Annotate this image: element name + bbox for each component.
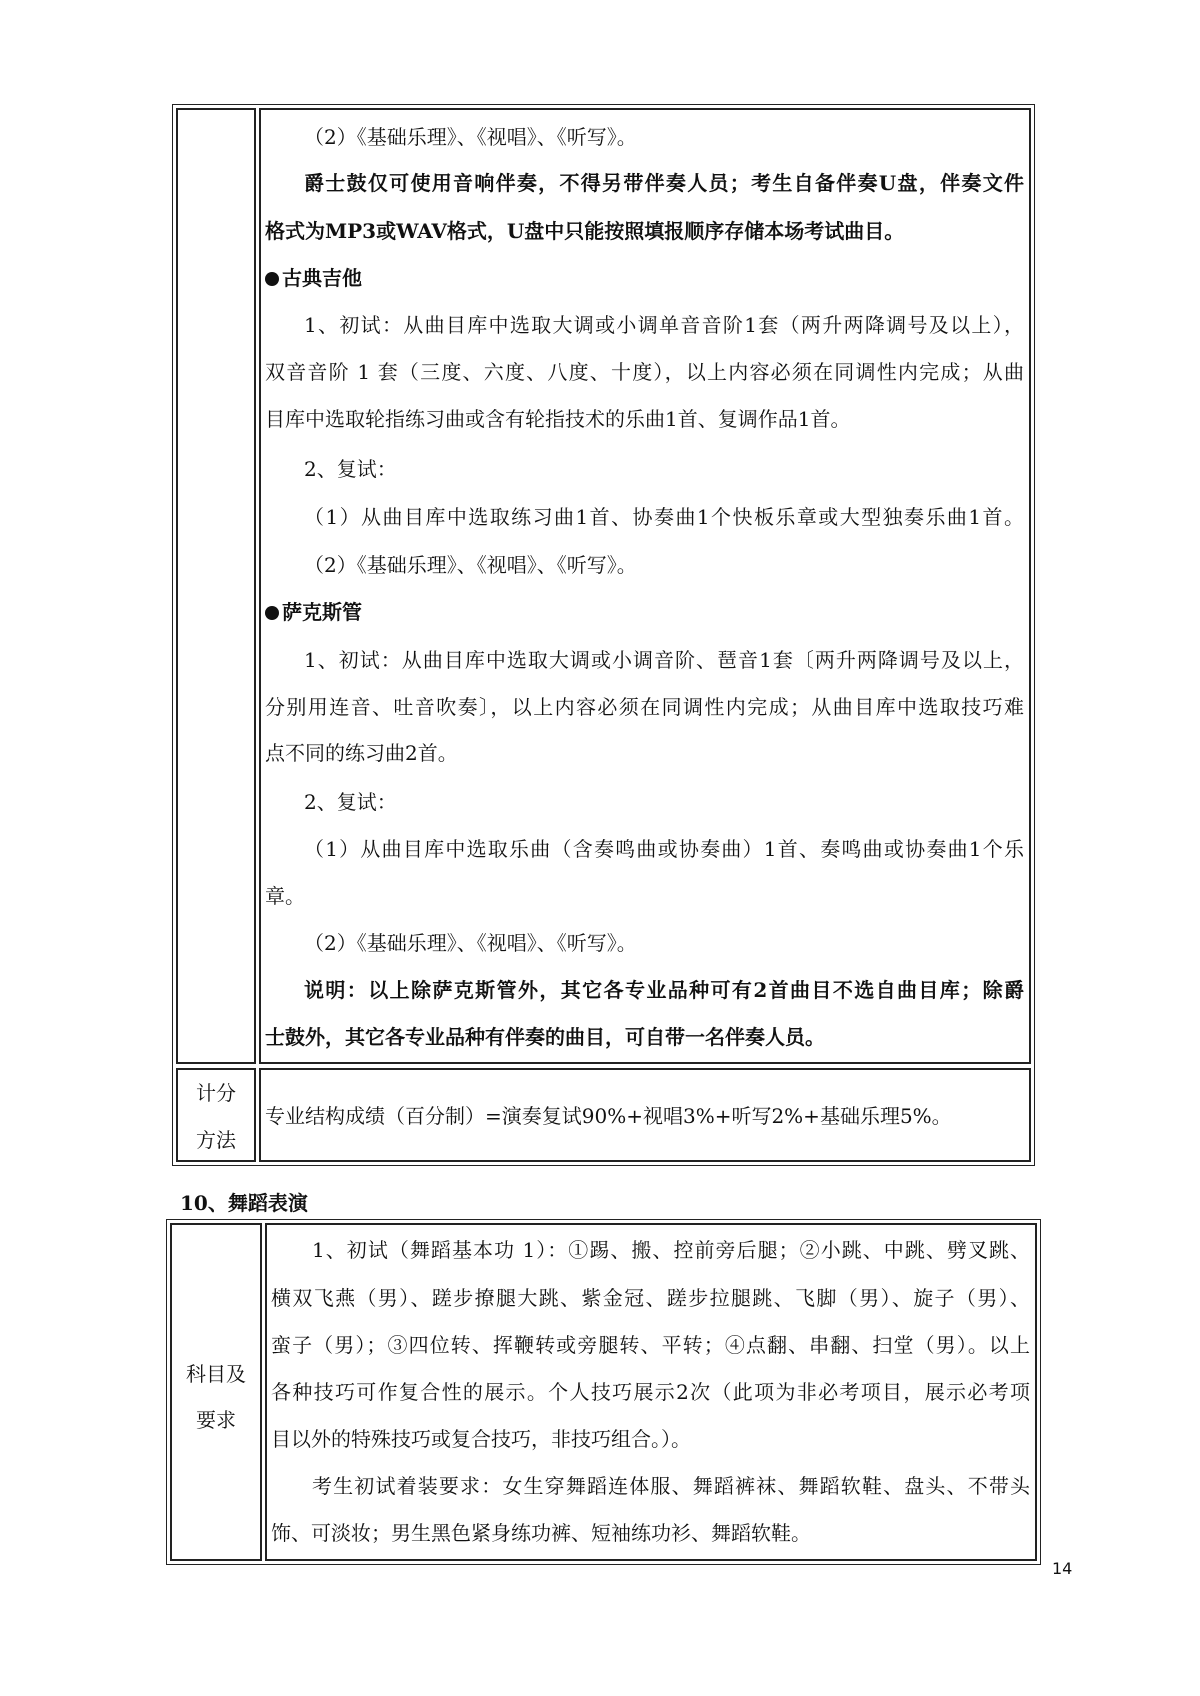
text-line: 横双飞燕（男）、蹉步撩腿大跳、紫金冠、蹉步拉腿跳、飞脚（男）、旋子（男）、 — [271, 1286, 1030, 1310]
guitar-heading — [265, 266, 362, 290]
text-line: 章。 — [265, 884, 305, 908]
text-line: 双音音阶 1 套（三度、六度、八度、十度），以上内容必须在同调性内完成；从曲 — [265, 360, 1024, 384]
section-title: 10、舞蹈表演 — [180, 1191, 308, 1215]
bullet-icon — [265, 272, 279, 286]
guitar-heading-text: 古典吉他 — [282, 266, 362, 290]
text-line: 各种技巧可作复合性的展示。个人技巧展示2次（此项为非必考项目，展示必考项 — [271, 1380, 1030, 1404]
text-line: 说明：以上除萨克斯管外，其它各专业品种可有2首曲目不选自曲目库；除爵 — [304, 978, 1024, 1002]
saxophone-heading — [265, 600, 362, 624]
requirements-label-line-2: 要求 — [196, 1408, 236, 1432]
text-line: 饰、可淡妆；男生黑色紧身练功裤、短袖练功衫、舞蹈软鞋。 — [271, 1521, 811, 1545]
text-line: 格式为MP3或WAV格式，U盘中只能按照填报顺序存储本场考试曲目。 — [265, 219, 905, 243]
scoring-label-line-1: 计分 — [196, 1081, 236, 1105]
text-line: 1、初试：从曲目库中选取大调或小调单音音阶1套（两升两降调号及以上）， — [304, 313, 1024, 337]
text-line: （1）从曲目库中选取练习曲1首、协奏曲1个快板乐章或大型独奏乐曲1首。 — [304, 505, 1024, 529]
text-line: 1、初试：从曲目库中选取大调或小调音阶、琶音1套〔两升两降调号及以上， — [304, 648, 1024, 672]
page-number: 14 — [1052, 1559, 1073, 1578]
text-line: （2）《基础乐理》、《视唱》、《听写》。 — [304, 553, 637, 577]
requirements-label-line-1: 科目及 — [186, 1362, 246, 1386]
table-1-left-cell — [176, 108, 256, 1064]
text-line: 目库中选取轮指练习曲或含有轮指技术的乐曲1首、复调作品1首。 — [265, 407, 851, 431]
text-line: 2、复试： — [304, 457, 397, 481]
bullet-icon — [265, 606, 279, 620]
scoring-text: 专业结构成绩（百分制）=演奏复试90%+视唱3%+听写2%+基础乐理5%。 — [265, 1104, 952, 1128]
text-line: （2）《基础乐理》、《视唱》、《听写》。 — [304, 125, 637, 149]
table-1-content-cell — [259, 108, 1031, 1064]
text-line: 蛮子（男）；③四位转、挥鞭转或旁腿转、平转；④点翻、串翻、扫堂（男）。以上 — [271, 1333, 1030, 1357]
text-line: 士鼓外，其它各专业品种有伴奏的曲目，可自带一名伴奏人员。 — [265, 1025, 825, 1049]
scoring-label-line-2: 方法 — [196, 1128, 236, 1152]
text-line: 点不同的练习曲2首。 — [265, 741, 458, 765]
text-line: （2）《基础乐理》、《视唱》、《听写》。 — [304, 931, 637, 955]
text-line: 1、初试（舞蹈基本功 1）：①踢、搬、控前旁后腿；②小跳、中跳、劈叉跳、 — [312, 1238, 1030, 1262]
text-line: （1）从曲目库中选取乐曲（含奏鸣曲或协奏曲）1首、奏鸣曲或协奏曲1个乐 — [304, 837, 1024, 861]
text-line: 目以外的特殊技巧或复合技巧，非技巧组合。）。 — [271, 1427, 691, 1451]
text-line: 2、复试： — [304, 790, 397, 814]
text-line: 爵士鼓仅可使用音响伴奏，不得另带伴奏人员；考生自备伴奏U盘，伴奏文件 — [304, 171, 1024, 195]
saxophone-heading-text: 萨克斯管 — [282, 600, 362, 624]
table-2-label-cell — [170, 1223, 262, 1561]
text-line: 考生初试着装要求：女生穿舞蹈连体服、舞蹈裤袜、舞蹈软鞋、盘头、不带头 — [312, 1474, 1030, 1498]
text-line: 分别用连音、吐音吹奏〕，以上内容必须在同调性内完成；从曲目库中选取技巧难 — [265, 695, 1024, 719]
